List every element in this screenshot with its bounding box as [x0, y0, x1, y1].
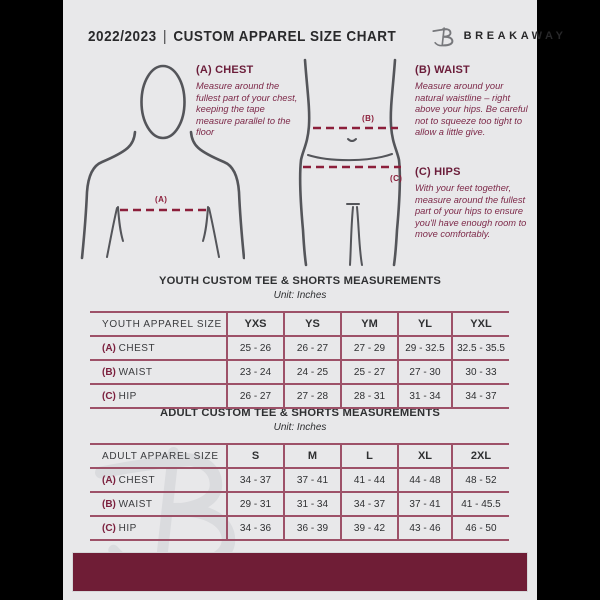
- table-cell: 26 - 27: [227, 384, 284, 408]
- table-cell: 25 - 27: [341, 360, 398, 384]
- youth-size-yxs: YXS: [227, 312, 284, 336]
- adult-chest-row: [90, 468, 509, 492]
- row-label: CHEST: [118, 474, 156, 486]
- row-label: CHEST: [118, 342, 156, 354]
- youth-waist-row: [90, 360, 509, 384]
- chest-guide-body: Measure around the fullest part of your chest, keeping the tape measure parallel to the floor: [196, 81, 298, 138]
- table-cell: 24 - 25: [284, 360, 341, 384]
- adult-waist-label: [90, 492, 227, 516]
- waist-marker-label: (B): [362, 114, 375, 123]
- breakaway-logo-icon: [431, 23, 458, 49]
- brand-lockup: [431, 23, 567, 49]
- youth-size-table: [90, 311, 509, 409]
- table-cell: 34 - 37: [341, 492, 398, 516]
- table-cell: 32.5 - 35.5: [452, 336, 509, 360]
- adult-size-l: L: [341, 444, 398, 468]
- lower-body-figure: [295, 58, 410, 268]
- youth-hip-row: [90, 384, 509, 408]
- hips-guide-body: With your feet together, measure around the fullest part of your hips to ensure you'll have enough room to move comfortably.: [415, 183, 527, 240]
- table-cell: 23 - 24: [227, 360, 284, 384]
- youth-section-title: YOUTH CUSTOM TEE & SHORTS MEASUREMENTS: [158, 275, 442, 287]
- adult-header-row: [90, 444, 509, 468]
- youth-unit-label: Unit: Inches: [273, 290, 327, 301]
- title-separator: |: [162, 27, 168, 45]
- table-cell: 44 - 48: [398, 468, 452, 492]
- edition-label: 2022/2023: [88, 27, 157, 45]
- adult-section-title: ADULT CUSTOM TEE & SHORTS MEASUREMENTS: [159, 407, 441, 419]
- brand-name: BREAKAWAY: [463, 30, 567, 42]
- youth-waist-label: [90, 360, 227, 384]
- table-cell: 34 - 37: [452, 384, 509, 408]
- chest-guide: [196, 64, 302, 139]
- hips-guide-heading: (C) HIPS: [415, 166, 461, 178]
- row-key: (B): [102, 498, 116, 510]
- youth-size-header-cell: YOUTH APPAREL SIZE: [90, 312, 227, 336]
- table-cell: 25 - 26: [227, 336, 284, 360]
- table-cell: 39 - 42: [341, 516, 398, 540]
- row-key: (A): [102, 474, 116, 486]
- title-text: CUSTOM APPAREL SIZE CHART: [173, 27, 397, 45]
- row-key: (A): [102, 342, 116, 354]
- table-cell: 37 - 41: [398, 492, 452, 516]
- row-key: (C): [102, 522, 116, 534]
- adult-hip-row: [90, 516, 509, 540]
- table-cell: 29 - 31: [227, 492, 284, 516]
- table-cell: 30 - 33: [452, 360, 509, 384]
- table-cell: 28 - 31: [341, 384, 398, 408]
- document-page: [63, 0, 567, 600]
- letterbox-left: [0, 0, 63, 600]
- table-cell: 31 - 34: [398, 384, 452, 408]
- row-key: (B): [102, 366, 116, 378]
- table-cell: 41 - 45.5: [452, 492, 509, 516]
- table-cell: 27 - 29: [341, 336, 398, 360]
- adult-unit-label: Unit: Inches: [273, 422, 327, 433]
- row-label: WAIST: [118, 366, 153, 378]
- table-cell: 34 - 36: [227, 516, 284, 540]
- youth-chest-row: [90, 336, 509, 360]
- page-title: [88, 28, 396, 45]
- adult-size-m: M: [284, 444, 341, 468]
- adult-size-header-cell: ADULT APPAREL SIZE: [90, 444, 227, 468]
- waist-guide-heading: (B) WAIST: [415, 64, 470, 76]
- adult-size-2xl: 2XL: [452, 444, 509, 468]
- adult-chest-label: [90, 468, 227, 492]
- header: [88, 21, 567, 51]
- youth-size-ys: YS: [284, 312, 341, 336]
- adult-size-xl: XL: [398, 444, 452, 468]
- hips-guide: [415, 166, 533, 241]
- row-key: (C): [102, 390, 116, 402]
- adult-size-s: S: [227, 444, 284, 468]
- waist-guide-body: Measure around your natural waistline – right above your hips. Be careful not to squeeze too tight to allow a little give.: [415, 81, 528, 138]
- footer-accent-bar: [73, 553, 527, 591]
- row-label: WAIST: [118, 498, 153, 510]
- hips-marker-label: (C): [390, 174, 403, 183]
- table-cell: 36 - 39: [284, 516, 341, 540]
- chest-guide-heading: (A) CHEST: [196, 64, 254, 76]
- youth-size-yl: YL: [398, 312, 452, 336]
- row-label: HIP: [118, 390, 137, 402]
- youth-size-ym: YM: [341, 312, 398, 336]
- table-cell: 41 - 44: [341, 468, 398, 492]
- table-cell: 31 - 34: [284, 492, 341, 516]
- table-cell: 27 - 28: [284, 384, 341, 408]
- youth-size-yxl: YXL: [452, 312, 509, 336]
- letterbox-right: [537, 0, 600, 600]
- youth-chest-label: [90, 336, 227, 360]
- table-cell: 46 - 50: [452, 516, 509, 540]
- youth-hip-label: [90, 384, 227, 408]
- waist-guide: [415, 64, 528, 139]
- table-cell: 43 - 46: [398, 516, 452, 540]
- adult-hip-label: [90, 516, 227, 540]
- chest-marker-label: (A): [155, 195, 168, 204]
- adult-waist-row: [90, 492, 509, 516]
- table-cell: 34 - 37: [227, 468, 284, 492]
- table-cell: 29 - 32.5: [398, 336, 452, 360]
- adult-size-table: [90, 443, 509, 541]
- table-cell: 27 - 30: [398, 360, 452, 384]
- youth-header-row: [90, 312, 509, 336]
- table-cell: 26 - 27: [284, 336, 341, 360]
- table-cell: 48 - 52: [452, 468, 509, 492]
- table-cell: 37 - 41: [284, 468, 341, 492]
- row-label: HIP: [118, 522, 137, 534]
